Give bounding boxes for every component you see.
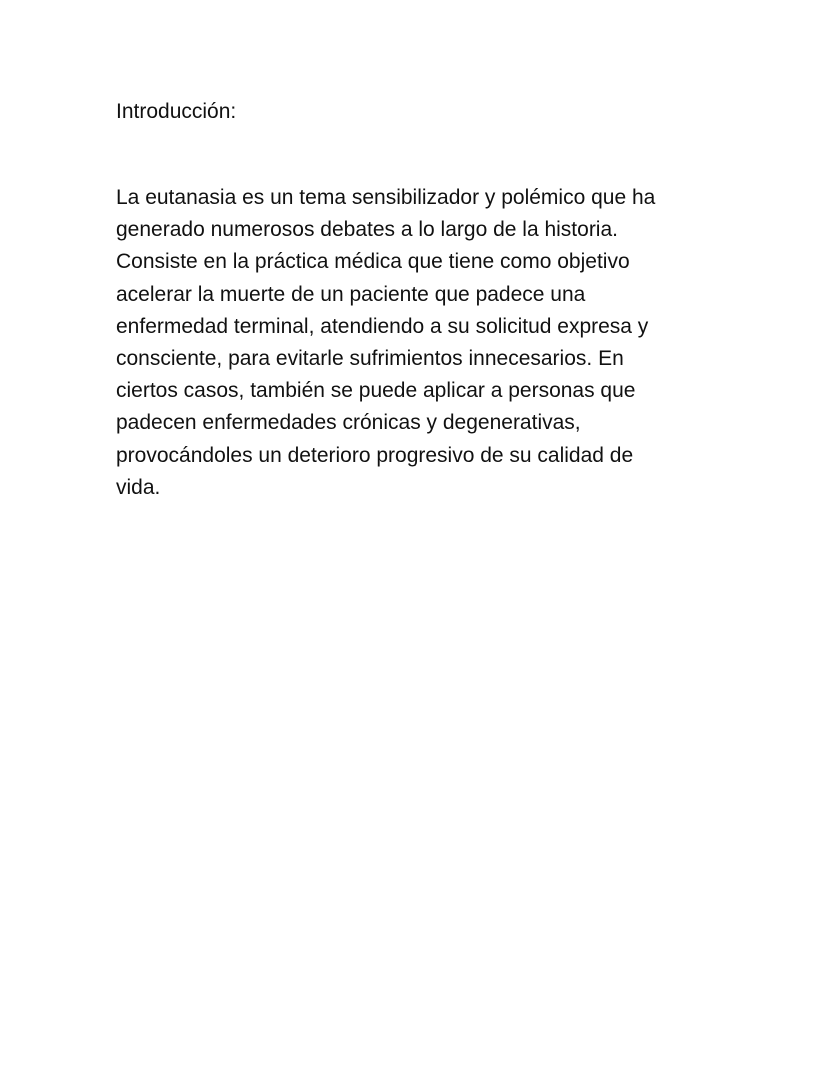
paragraph-line: generado numerosos debates a lo largo de la historia.	[116, 218, 618, 242]
paragraph-line: ciertos casos, también se puede aplicar a personas que	[116, 379, 636, 403]
paragraph-line: padecen enfermedades crónicas y degenerativas,	[116, 411, 581, 435]
paragraph-line: vida.	[116, 475, 161, 499]
paragraph-line: acelerar la muerte de un paciente que padece una	[116, 282, 586, 306]
paragraph-line: enfermedad terminal, atendiendo a su solicitud expresa y	[116, 314, 649, 338]
paragraph-line: provocándoles un deterioro progresivo de su calidad de	[116, 443, 634, 467]
section-heading: Introducción:	[116, 100, 237, 123]
paragraph-line: consciente, para evitarle sufrimientos innecesarios. En	[116, 347, 624, 371]
paragraph-line: Consiste en la práctica médica que tiene como objetivo	[116, 250, 630, 274]
introduction-paragraph	[116, 182, 716, 504]
paragraph-line: La eutanasia es un tema sensibilizador y polémico que ha	[116, 186, 656, 209]
